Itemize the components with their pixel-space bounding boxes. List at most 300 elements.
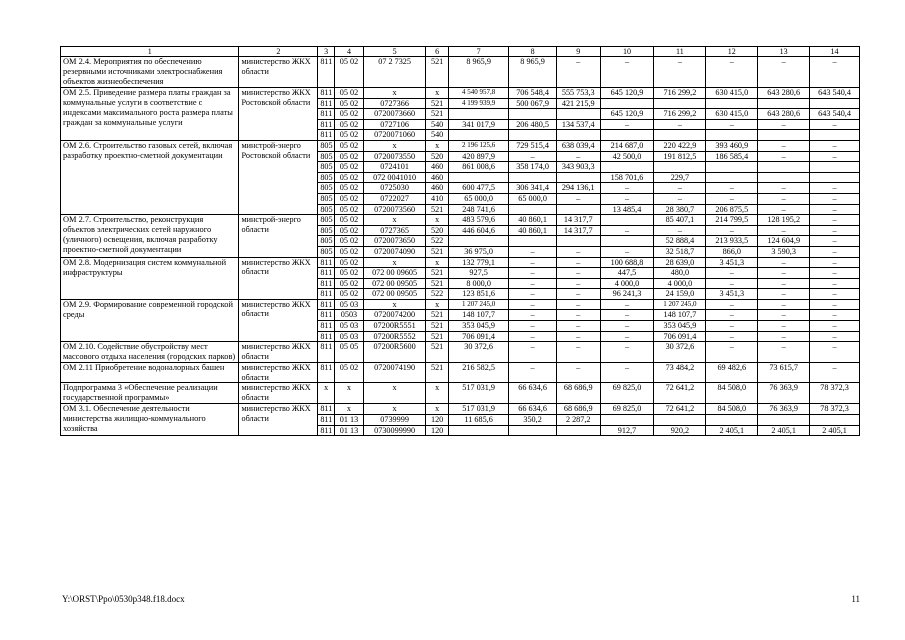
section-code: 05 02	[334, 183, 363, 194]
year-value: –	[810, 342, 860, 363]
year-value: 72 641,2	[654, 383, 706, 404]
year-value: –	[556, 363, 600, 383]
measure-name: ОМ 3.1. Обеспечение деятельности министерства жилищно-коммунального хозяйства	[61, 404, 239, 436]
year-value: 716 299,2	[654, 109, 706, 120]
grbs-code: 805	[318, 236, 335, 247]
year-value: –	[758, 299, 810, 310]
year-value: –	[706, 183, 758, 194]
total-value	[449, 130, 509, 141]
expense-type: 521	[426, 342, 449, 363]
year-value: 66 634,6	[509, 383, 557, 404]
year-value: 13 485,4	[600, 204, 654, 215]
year-value: –	[758, 289, 810, 300]
year-value	[758, 98, 810, 109]
year-value: –	[758, 225, 810, 236]
target-article: 0720073560	[363, 204, 425, 215]
year-value: –	[654, 193, 706, 204]
year-value: –	[810, 215, 860, 226]
year-value: –	[758, 268, 810, 279]
year-value: –	[810, 363, 860, 383]
grbs-code: 805	[318, 162, 335, 173]
measure-name: ОМ 2.11 Приобретение водоналорных башен	[61, 363, 239, 383]
section-code: 05 02	[334, 278, 363, 289]
year-value: –	[509, 363, 557, 383]
section-code: 05 02	[334, 140, 363, 151]
grbs-code: 805	[318, 151, 335, 162]
year-value	[509, 236, 557, 247]
page-number: 11	[851, 594, 860, 604]
year-value: 124 604,9	[758, 236, 810, 247]
year-value: 643 280,6	[758, 88, 810, 99]
year-value: –	[810, 331, 860, 342]
year-value	[509, 109, 557, 120]
year-value	[654, 98, 706, 109]
target-article: х	[363, 215, 425, 226]
year-value	[509, 130, 557, 141]
grbs-code: 811	[318, 404, 335, 415]
column-number: 13	[758, 47, 810, 57]
grbs-code: 805	[318, 215, 335, 226]
year-value	[556, 130, 600, 141]
expense-type: 521	[426, 278, 449, 289]
year-value: –	[810, 57, 860, 88]
year-value: 206 875,5	[706, 204, 758, 215]
year-value: 14 317,7	[556, 225, 600, 236]
year-value: –	[600, 363, 654, 383]
section-code: 05 03	[334, 299, 363, 310]
grbs-code: 811	[318, 257, 335, 268]
section-code: х	[334, 383, 363, 404]
file-path: Y:\ORST\Ppo\0530p348.f18.docx	[62, 594, 185, 604]
year-value	[758, 130, 810, 141]
section-code: 05 02	[334, 193, 363, 204]
target-article: 0722027	[363, 193, 425, 204]
year-value	[706, 130, 758, 141]
total-value: 4 540 957,8	[449, 88, 509, 99]
year-value	[556, 236, 600, 247]
year-value: 353 045,9	[654, 321, 706, 332]
responsible-executor: министерство ЖКХ Ростовской области	[239, 88, 318, 141]
section-code: 05 02	[334, 172, 363, 183]
table-row	[61, 257, 860, 268]
year-value: 3 451,3	[706, 257, 758, 268]
year-value: 294 136,1	[556, 183, 600, 194]
total-value	[449, 109, 509, 120]
year-value: 73 615,7	[758, 363, 810, 383]
year-value: –	[810, 246, 860, 257]
year-value: –	[600, 299, 654, 310]
section-code: 05 02	[334, 215, 363, 226]
grbs-code: 805	[318, 225, 335, 236]
column-number: 4	[334, 47, 363, 57]
year-value: –	[810, 257, 860, 268]
column-number: 7	[449, 47, 509, 57]
expense-type: х	[426, 215, 449, 226]
section-code: 05 03	[334, 331, 363, 342]
year-value: –	[706, 193, 758, 204]
year-value: –	[509, 342, 557, 363]
section-code: 05 02	[334, 236, 363, 247]
year-value: –	[556, 342, 600, 363]
grbs-code: 811	[318, 98, 335, 109]
expense-type: х	[426, 257, 449, 268]
column-number: 5	[363, 47, 425, 57]
target-article: х	[363, 257, 425, 268]
measure-name: ОМ 2.6. Строительство газовых сетей, включая разработку проектно-сметной документации	[61, 140, 239, 214]
year-value: –	[654, 57, 706, 88]
expense-type: 521	[426, 109, 449, 120]
target-article: 07 2 7325	[363, 57, 425, 88]
grbs-code: 811	[318, 342, 335, 363]
target-article: 072 0041010	[363, 172, 425, 183]
year-value: 213 933,5	[706, 236, 758, 247]
year-value	[758, 415, 810, 426]
grbs-code: 811	[318, 299, 335, 310]
expense-type: 521	[426, 331, 449, 342]
year-value: 306 341,4	[509, 183, 557, 194]
target-article: 0727365	[363, 225, 425, 236]
year-value: –	[706, 268, 758, 279]
year-value: 716 299,2	[654, 88, 706, 99]
year-value: 8 965,9	[509, 57, 557, 88]
expense-type: х	[426, 299, 449, 310]
budget-table	[60, 46, 860, 436]
total-value: 446 604,6	[449, 225, 509, 236]
section-code: 05 02	[334, 119, 363, 130]
year-value: 85 407,1	[654, 215, 706, 226]
section-code: 05 02	[334, 109, 363, 120]
year-value: –	[556, 193, 600, 204]
total-value: 8 965,9	[449, 57, 509, 88]
total-value: 216 582,5	[449, 363, 509, 383]
grbs-code: 811	[318, 289, 335, 300]
year-value: 630 415,0	[706, 109, 758, 120]
year-value: –	[556, 278, 600, 289]
total-value	[449, 172, 509, 183]
total-value: 706 091,4	[449, 331, 509, 342]
year-value: –	[556, 246, 600, 257]
year-value: –	[758, 119, 810, 130]
responsible-executor: минстрой-энерго области	[239, 215, 318, 257]
grbs-code: 811	[318, 57, 335, 88]
year-value: –	[810, 299, 860, 310]
year-value: 84 508,0	[706, 383, 758, 404]
year-value	[810, 98, 860, 109]
year-value: 480,0	[654, 268, 706, 279]
expense-type: 522	[426, 236, 449, 247]
grbs-code: 811	[318, 109, 335, 120]
table-row	[61, 363, 860, 383]
year-value: 500 067,9	[509, 98, 557, 109]
year-value: –	[810, 278, 860, 289]
target-article: 072 00 09505	[363, 278, 425, 289]
section-code: 05 02	[334, 130, 363, 141]
year-value	[600, 130, 654, 141]
year-value: –	[600, 119, 654, 130]
section-code: 05 02	[334, 162, 363, 173]
total-value: 927,5	[449, 268, 509, 279]
expense-type: 522	[426, 289, 449, 300]
column-numbers-row	[61, 47, 860, 57]
year-value: –	[556, 57, 600, 88]
year-value: 68 686,9	[556, 383, 600, 404]
grbs-code: 805	[318, 204, 335, 215]
target-article: 0720071060	[363, 130, 425, 141]
section-code: 05 02	[334, 363, 363, 383]
table-row	[61, 88, 860, 99]
grbs-code: 805	[318, 172, 335, 183]
responsible-executor: министерство ЖКХ области	[239, 257, 318, 299]
grbs-code: х	[318, 383, 335, 404]
year-value: –	[706, 278, 758, 289]
year-value	[600, 98, 654, 109]
year-value: 134 537,4	[556, 119, 600, 130]
table-row	[61, 140, 860, 151]
target-article: 0739999	[363, 415, 425, 426]
target-article: 072 00 09505	[363, 289, 425, 300]
year-value: –	[600, 246, 654, 257]
year-value: 643 280,6	[758, 109, 810, 120]
grbs-code: 811	[318, 278, 335, 289]
year-value: –	[556, 310, 600, 321]
column-number: 2	[239, 47, 318, 57]
year-value: 78 372,3	[810, 404, 860, 415]
year-value	[600, 415, 654, 426]
year-value: 65 000,0	[509, 193, 557, 204]
table-row	[61, 57, 860, 88]
year-value	[758, 162, 810, 173]
year-value: 729 515,4	[509, 140, 557, 151]
expense-type: 521	[426, 268, 449, 279]
responsible-executor: министерство ЖКХ области	[239, 57, 318, 88]
year-value	[600, 162, 654, 173]
year-value: 920,2	[654, 425, 706, 436]
year-value	[810, 415, 860, 426]
section-code: 01 13	[334, 425, 363, 436]
total-value: 600 477,5	[449, 183, 509, 194]
expense-type: 521	[426, 57, 449, 88]
year-value: –	[556, 331, 600, 342]
section-code: 01 13	[334, 415, 363, 426]
grbs-code: 811	[318, 331, 335, 342]
target-article: 0727106	[363, 119, 425, 130]
year-value: 447,5	[600, 268, 654, 279]
year-value: 4 000,0	[654, 278, 706, 289]
year-value: 2 405,1	[758, 425, 810, 436]
table-body	[61, 47, 860, 436]
year-value: 350,2	[509, 415, 557, 426]
year-value: 393 460,9	[706, 140, 758, 151]
total-value: 353 045,9	[449, 321, 509, 332]
year-value: 66 634,6	[509, 404, 557, 415]
column-number: 11	[654, 47, 706, 57]
year-value	[509, 425, 557, 436]
year-value: –	[758, 204, 810, 215]
year-value: 706 548,4	[509, 88, 557, 99]
year-value: 421 215,9	[556, 98, 600, 109]
expense-type: 460	[426, 183, 449, 194]
target-article: 07200R5551	[363, 321, 425, 332]
table-row	[61, 404, 860, 415]
year-value: 30 372,6	[654, 342, 706, 363]
expense-type: 410	[426, 193, 449, 204]
year-value	[706, 415, 758, 426]
year-value: 645 120,9	[600, 88, 654, 99]
total-value: 341 017,9	[449, 119, 509, 130]
year-value: –	[810, 236, 860, 247]
year-value: –	[556, 299, 600, 310]
year-value: –	[758, 321, 810, 332]
year-value: –	[810, 310, 860, 321]
total-value: 11 685,6	[449, 415, 509, 426]
expense-type: 521	[426, 321, 449, 332]
expense-type: 521	[426, 98, 449, 109]
year-value: –	[509, 289, 557, 300]
year-value: 912,7	[600, 425, 654, 436]
year-value: 643 540,4	[810, 88, 860, 99]
section-code: 05 02	[334, 98, 363, 109]
total-value: 8 000,0	[449, 278, 509, 289]
year-value: –	[758, 57, 810, 88]
year-value	[600, 236, 654, 247]
year-value: 3 451,3	[706, 289, 758, 300]
year-value	[810, 172, 860, 183]
expense-type: 460	[426, 172, 449, 183]
total-value	[449, 425, 509, 436]
measure-name: ОМ 2.4. Мероприятия по обеспечению резервными источниками электроснабжения объектов жизнеобеспечения	[61, 57, 239, 88]
year-value: –	[509, 310, 557, 321]
year-value: –	[810, 183, 860, 194]
year-value: –	[556, 321, 600, 332]
year-value	[600, 215, 654, 226]
section-code: 05 03	[334, 321, 363, 332]
year-value: –	[810, 151, 860, 162]
year-value: 645 120,9	[600, 109, 654, 120]
year-value: 638 039,4	[556, 140, 600, 151]
year-value: 3 590,3	[758, 246, 810, 257]
year-value: 69 825,0	[600, 404, 654, 415]
year-value: 69 825,0	[600, 383, 654, 404]
year-value: –	[509, 278, 557, 289]
year-value: 229,7	[654, 172, 706, 183]
year-value: 358 174,0	[509, 162, 557, 173]
year-value: –	[758, 140, 810, 151]
year-value: 206 480,5	[509, 119, 557, 130]
target-article: 0730099990	[363, 425, 425, 436]
year-value: 220 422,9	[654, 140, 706, 151]
expense-type: 521	[426, 363, 449, 383]
grbs-code: 811	[318, 130, 335, 141]
year-value	[654, 162, 706, 173]
year-value: 2 405,1	[706, 425, 758, 436]
year-value: 14 317,7	[556, 215, 600, 226]
year-value: 73 484,2	[654, 363, 706, 383]
year-value: 100 688,8	[600, 257, 654, 268]
grbs-code: 805	[318, 140, 335, 151]
table-row	[61, 215, 860, 226]
total-value: 148 107,7	[449, 310, 509, 321]
measure-name: ОМ 2.10. Содействие обустройству мест массового отдыха населения (городских парков)	[61, 342, 239, 363]
year-value: 28 380,7	[654, 204, 706, 215]
year-value: –	[706, 57, 758, 88]
year-value: –	[509, 331, 557, 342]
year-value: 24 159,0	[654, 289, 706, 300]
year-value: 866,0	[706, 246, 758, 257]
year-value: 643 540,4	[810, 109, 860, 120]
year-value: 2 405,1	[810, 425, 860, 436]
responsible-executor: министерство ЖКХ области	[239, 404, 318, 436]
year-value	[556, 425, 600, 436]
year-value	[810, 162, 860, 173]
expense-type: 120	[426, 425, 449, 436]
year-value: –	[509, 246, 557, 257]
year-value: 28 639,0	[654, 257, 706, 268]
year-value: –	[810, 268, 860, 279]
expense-type: х	[426, 383, 449, 404]
target-article: 0727366	[363, 98, 425, 109]
year-value: 69 482,6	[706, 363, 758, 383]
table-row	[61, 299, 860, 310]
total-value	[449, 236, 509, 247]
section-code: 05 02	[334, 151, 363, 162]
year-value: –	[758, 342, 810, 363]
grbs-code: 805	[318, 193, 335, 204]
year-value	[706, 98, 758, 109]
year-value: –	[509, 151, 557, 162]
year-value: 96 241,3	[600, 289, 654, 300]
expense-type: 520	[426, 225, 449, 236]
target-article: 0720073660	[363, 109, 425, 120]
section-code: 05 02	[334, 246, 363, 257]
year-value: 214 687,0	[600, 140, 654, 151]
year-value: –	[758, 310, 810, 321]
year-value: 42 500,0	[600, 151, 654, 162]
grbs-code: 811	[318, 88, 335, 99]
year-value: –	[654, 119, 706, 130]
section-code: 05 02	[334, 257, 363, 268]
total-value: 36 975,0	[449, 246, 509, 257]
year-value: 76 363,9	[758, 383, 810, 404]
expense-type: х	[426, 140, 449, 151]
total-value: 4 199 939,9	[449, 98, 509, 109]
year-value: –	[810, 140, 860, 151]
year-value	[706, 172, 758, 183]
year-value: –	[706, 225, 758, 236]
year-value: 706 091,4	[654, 331, 706, 342]
total-value: 861 008,6	[449, 162, 509, 173]
total-value: 517 031,9	[449, 404, 509, 415]
year-value	[556, 109, 600, 120]
year-value: –	[706, 321, 758, 332]
year-value	[556, 204, 600, 215]
year-value: –	[556, 151, 600, 162]
column-number: 9	[556, 47, 600, 57]
column-number: 8	[509, 47, 557, 57]
year-value: –	[509, 257, 557, 268]
total-value: 420 897,9	[449, 151, 509, 162]
target-article: 0725030	[363, 183, 425, 194]
year-value: 630 415,0	[706, 88, 758, 99]
section-code: 05 02	[334, 57, 363, 88]
year-value: –	[706, 299, 758, 310]
year-value: –	[600, 193, 654, 204]
grbs-code: 811	[318, 415, 335, 426]
year-value: –	[556, 289, 600, 300]
year-value: –	[509, 321, 557, 332]
target-article: 072 00 09605	[363, 268, 425, 279]
year-value	[810, 130, 860, 141]
grbs-code: 811	[318, 268, 335, 279]
